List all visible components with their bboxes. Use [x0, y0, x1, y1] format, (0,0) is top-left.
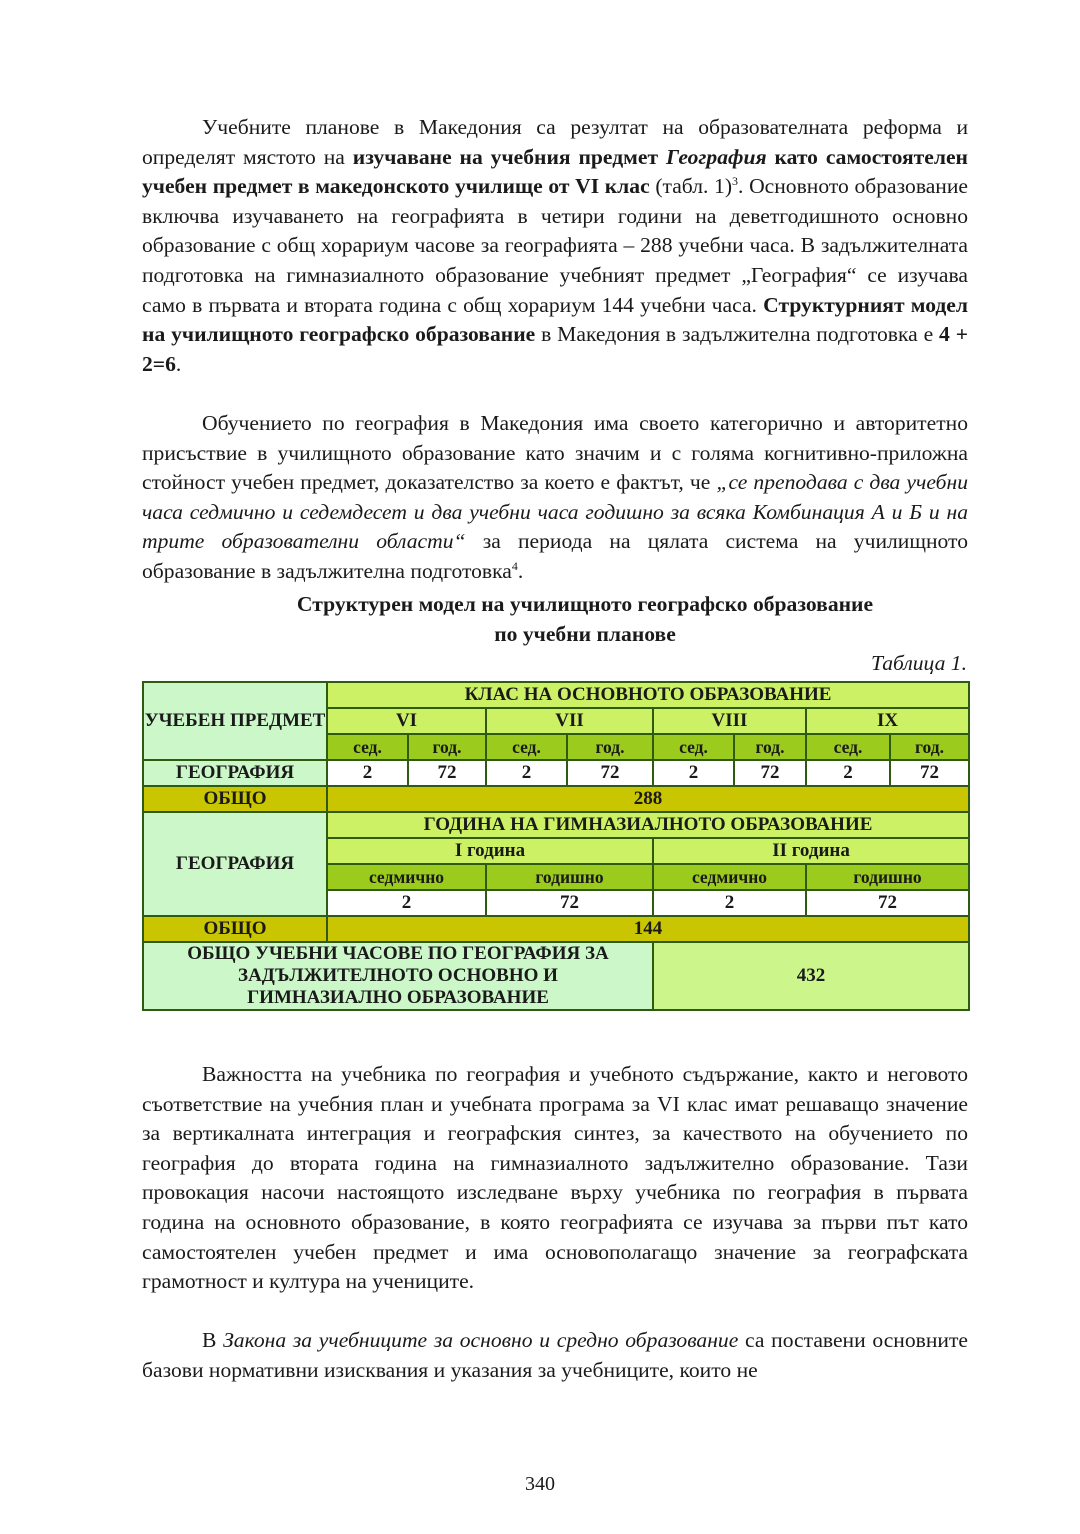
- value-cell: 72: [567, 760, 653, 786]
- yearly-short-header: год.: [734, 734, 806, 760]
- text: в Македония в задължителна подготовка е: [535, 322, 940, 347]
- yearly-header: годишно: [486, 864, 653, 890]
- secondary-header: ГОДИНА НА ГИМНАЗИАЛНОТО ОБРАЗОВАНИЕ: [327, 812, 969, 838]
- value-cell: 72: [408, 760, 486, 786]
- italic-quote: „се преподава с два учебни часа седмично и седемдесет и два учебни часа годишно за всяка Комбинация А и Б и на трите образователни области“: [142, 470, 968, 554]
- yearly-short-header: год.: [567, 734, 653, 760]
- value-cell: 2: [327, 890, 486, 916]
- weekly-header: седмично: [653, 864, 806, 890]
- text: Важността на учебника по география и учебното съдържание, както и неговото съответствие на учебния план и учебната програма за VI клас имат решаващо значение за вертикалната интеграция и географския синтез, за качеството на обучението по география до втората година на гимназиалното задължително образование. Тази провокация насочи настоящото изследване върху учебника по география в първата година на основното образование, в която географията се изучава за първи път като самостоятелен учебен предмет и има основополагащо значение за географската грамотност и култура на учениците.: [142, 1062, 968, 1294]
- subject-header: УЧЕБЕН ПРЕДМЕТ: [143, 682, 327, 760]
- weekly-short-header: сед.: [486, 734, 567, 760]
- footnote-ref: 4: [511, 558, 518, 573]
- grade-header: VII: [486, 708, 653, 734]
- total-label: ОБЩО: [143, 786, 327, 812]
- value-cell: 72: [806, 890, 969, 916]
- value-cell: 2: [486, 760, 567, 786]
- year-header: II година: [653, 838, 969, 864]
- text: са поставени основните базови нормативни изисквания и указания за учебниците, които не: [142, 1328, 968, 1382]
- value-cell: 2: [806, 760, 890, 786]
- text: .: [175, 351, 182, 376]
- total-label: ОБЩО: [143, 916, 327, 942]
- bold-italic-text: География: [665, 144, 767, 169]
- paragraph-teaching: [142, 409, 968, 587]
- primary-total: 288: [327, 786, 969, 812]
- text: Обучението по география в Македония има своето категорично и авторитетно присъствие в училищното образование като значим и с голяма когнитивно-приложна стойност учебен предмет, доказателство за което е фактът, че: [142, 411, 968, 495]
- weekly-short-header: сед.: [806, 734, 890, 760]
- table-caption-line1: Структурен модел на училищното географско образование: [296, 592, 874, 616]
- grand-total-label: ОБЩО УЧЕБНИ ЧАСОВЕ ПО ГЕОГРАФИЯ ЗА ЗАДЪЛЖИТЕЛНОТО ОСНОВНО И ГИМНАЗИАЛНО ОБРАЗОВАНИЕ: [143, 942, 653, 1010]
- weekly-header: седмично: [327, 864, 486, 890]
- text: (табл. 1): [649, 174, 733, 199]
- bold-text: изучаване на учебния предмет: [352, 144, 666, 169]
- page-number: 340: [525, 1473, 555, 1495]
- bold-text: 4 + 2=6: [142, 322, 969, 376]
- grade-header: VI: [327, 708, 486, 734]
- grade-header: IX: [806, 708, 969, 734]
- value-cell: 72: [890, 760, 969, 786]
- year-header: I година: [327, 838, 653, 864]
- bold-text: Структурният модел на училищното географско образование: [142, 292, 968, 347]
- italic-text: Закона за учебниците за основно и средно образование: [223, 1328, 739, 1352]
- text: .: [517, 558, 524, 583]
- yearly-short-header: год.: [408, 734, 486, 760]
- value-cell: 72: [486, 890, 653, 916]
- weekly-short-header: сед.: [653, 734, 734, 760]
- text: . Основното образование включва изучаването на географията в четири години на деветгодишното основно образование с общ хорариум часове за географията – 288 учебни часа. В задължителната подготовка на гимназиалното образование учебният предмет „География“ се изучава само в първата и втората година с общ хорариум 144 учебни часа.: [142, 174, 969, 317]
- table-caption-line2: по учебни планове: [494, 622, 676, 646]
- value-cell: 2: [327, 760, 408, 786]
- subject-cell: ГЕОГРАФИЯ: [143, 760, 327, 786]
- primary-header: КЛАС НА ОСНОВНОТО ОБРАЗОВАНИЕ: [327, 682, 969, 708]
- text: Учебните планове в Македония са резултат на образователната реформа и определят мястото на: [142, 115, 968, 169]
- geography-model-table: [142, 681, 970, 1011]
- bold-text: като самостоятелен учебен предмет в македонското училище от VI клас: [142, 144, 968, 199]
- value-cell: 72: [734, 760, 806, 786]
- text: В: [202, 1328, 224, 1352]
- grade-header: VIII: [653, 708, 806, 734]
- text: за периода на цялата система на училищното образование в задължителна подготовка: [142, 529, 968, 583]
- footnote-ref: 3: [732, 174, 739, 188]
- paragraph-law: [142, 1326, 968, 1385]
- grand-total: 432: [653, 942, 969, 1010]
- value-cell: 2: [653, 890, 806, 916]
- yearly-short-header: год.: [890, 734, 969, 760]
- weekly-short-header: сед.: [327, 734, 408, 760]
- secondary-total: 144: [327, 916, 969, 942]
- table-label: Таблица 1.: [870, 651, 967, 675]
- yearly-header: годишно: [806, 864, 969, 890]
- secondary-subject-cell: ГЕОГРАФИЯ: [143, 812, 327, 916]
- paragraph-textbook: [142, 1060, 968, 1297]
- paragraph-curricula: [142, 113, 968, 379]
- value-cell: 2: [653, 760, 734, 786]
